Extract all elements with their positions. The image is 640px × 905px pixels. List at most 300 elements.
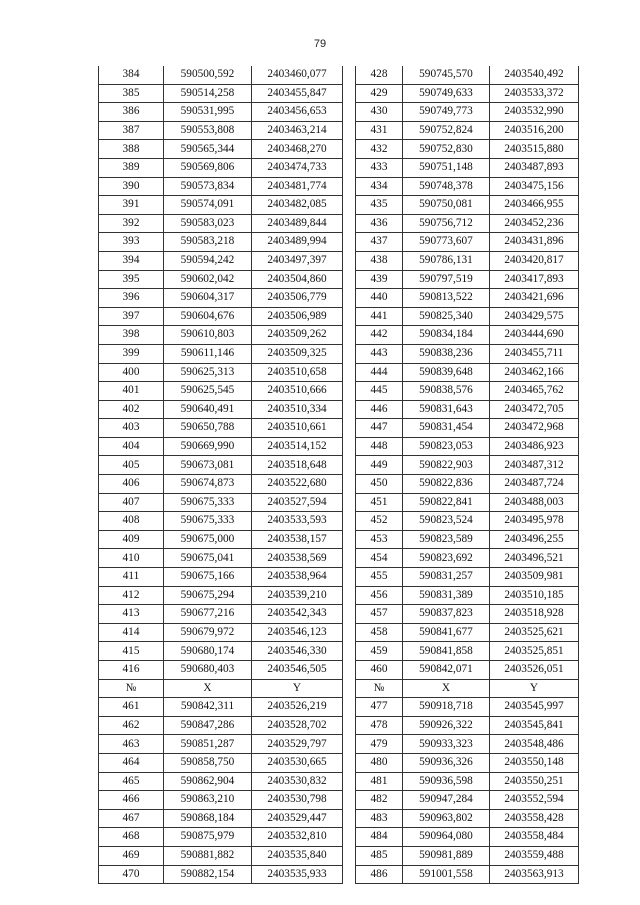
column-gap [343, 549, 356, 568]
point-number-cell: 441 [356, 307, 403, 326]
point-number-cell: 470 [99, 865, 164, 884]
point-number-cell: 436 [356, 214, 403, 233]
table-row [99, 121, 579, 140]
x-coord-cell: 590831,643 [403, 400, 490, 419]
point-number-cell: 433 [356, 158, 403, 177]
point-number-cell: 454 [356, 549, 403, 568]
y-coord-cell: 2403540,492 [490, 66, 579, 84]
table-row [99, 214, 579, 233]
table-row [99, 623, 579, 642]
x-coord-cell: 590823,524 [403, 512, 490, 531]
header-y-coord-cell: Y [490, 679, 579, 698]
y-coord-cell: 2403522,680 [252, 475, 343, 494]
x-coord-cell: 590822,903 [403, 456, 490, 475]
y-coord-cell: 2403526,219 [252, 698, 343, 717]
point-number-cell: 393 [99, 233, 164, 252]
y-coord-cell: 2403545,841 [490, 716, 579, 735]
column-gap [343, 251, 356, 270]
table-row [99, 846, 579, 865]
table-row [99, 177, 579, 196]
point-number-cell: 396 [99, 289, 164, 308]
point-number-cell: 445 [356, 382, 403, 401]
y-coord-cell: 2403533,372 [490, 84, 579, 103]
table-row [99, 251, 579, 270]
column-gap [343, 475, 356, 494]
point-number-cell: 450 [356, 475, 403, 494]
point-number-cell: 387 [99, 121, 164, 140]
y-coord-cell: 2403515,880 [490, 140, 579, 159]
table-row [99, 661, 579, 680]
x-coord-cell: 590675,041 [164, 549, 252, 568]
x-coord-cell: 590823,692 [403, 549, 490, 568]
column-gap [343, 158, 356, 177]
header-x-coord-cell: X [164, 679, 252, 698]
point-number-cell: 395 [99, 270, 164, 289]
table-row [99, 233, 579, 252]
x-coord-cell: 590583,218 [164, 233, 252, 252]
x-coord-cell: 590677,216 [164, 605, 252, 624]
table-row [99, 103, 579, 122]
x-coord-cell: 590838,236 [403, 344, 490, 363]
x-coord-cell: 590650,788 [164, 419, 252, 438]
y-coord-cell: 2403530,832 [252, 772, 343, 791]
column-gap [343, 530, 356, 549]
column-gap [343, 716, 356, 735]
point-number-cell: 429 [356, 84, 403, 103]
column-gap [343, 661, 356, 680]
point-number-cell: 414 [99, 623, 164, 642]
x-coord-cell: 590673,081 [164, 456, 252, 475]
table-row [99, 456, 579, 475]
point-number-cell: 398 [99, 326, 164, 345]
y-coord-cell: 2403532,810 [252, 828, 343, 847]
table-row [99, 716, 579, 735]
y-coord-cell: 2403481,774 [252, 177, 343, 196]
x-coord-cell: 590748,378 [403, 177, 490, 196]
column-gap [343, 623, 356, 642]
column-gap [343, 512, 356, 531]
y-coord-cell: 2403463,214 [252, 121, 343, 140]
y-coord-cell: 2403460,077 [252, 66, 343, 84]
y-coord-cell: 2403528,702 [252, 716, 343, 735]
point-number-cell: 480 [356, 753, 403, 772]
header-point-number-cell: № [356, 679, 403, 698]
y-coord-cell: 2403546,123 [252, 623, 343, 642]
point-number-cell: 467 [99, 809, 164, 828]
y-coord-cell: 2403518,928 [490, 605, 579, 624]
y-coord-cell: 2403563,913 [490, 865, 579, 884]
y-coord-cell: 2403496,255 [490, 530, 579, 549]
point-number-cell: 404 [99, 437, 164, 456]
point-number-cell: 412 [99, 586, 164, 605]
table-row [99, 605, 579, 624]
table-row [99, 530, 579, 549]
point-number-cell: 434 [356, 177, 403, 196]
point-number-cell: 435 [356, 196, 403, 215]
x-coord-cell: 590679,972 [164, 623, 252, 642]
column-gap [343, 437, 356, 456]
point-number-cell: 448 [356, 437, 403, 456]
y-coord-cell: 2403529,447 [252, 809, 343, 828]
header-point-number-cell: № [99, 679, 164, 698]
x-coord-cell: 590756,712 [403, 214, 490, 233]
point-number-cell: 457 [356, 605, 403, 624]
y-coord-cell: 2403489,994 [252, 233, 343, 252]
y-coord-cell: 2403514,152 [252, 437, 343, 456]
y-coord-cell: 2403510,666 [252, 382, 343, 401]
x-coord-cell: 590868,184 [164, 809, 252, 828]
x-coord-cell: 590981,889 [403, 846, 490, 865]
y-coord-cell: 2403487,312 [490, 456, 579, 475]
point-number-cell: 407 [99, 493, 164, 512]
x-coord-cell: 590675,000 [164, 530, 252, 549]
x-coord-cell: 590834,184 [403, 326, 490, 345]
x-coord-cell: 590514,258 [164, 84, 252, 103]
column-gap [343, 140, 356, 159]
column-gap [343, 456, 356, 475]
table-row [99, 382, 579, 401]
y-coord-cell: 2403532,990 [490, 103, 579, 122]
point-number-cell: 399 [99, 344, 164, 363]
table-row [99, 586, 579, 605]
x-coord-cell: 590745,570 [403, 66, 490, 84]
column-gap [343, 698, 356, 717]
x-coord-cell: 590751,148 [403, 158, 490, 177]
column-gap [343, 865, 356, 884]
y-coord-cell: 2403559,488 [490, 846, 579, 865]
y-coord-cell: 2403504,860 [252, 270, 343, 289]
header-row [99, 679, 579, 698]
x-coord-cell: 590842,071 [403, 661, 490, 680]
table-row [99, 809, 579, 828]
column-gap [343, 605, 356, 624]
point-number-cell: 482 [356, 791, 403, 810]
point-number-cell: 384 [99, 66, 164, 84]
y-coord-cell: 2403525,851 [490, 642, 579, 661]
table-row [99, 549, 579, 568]
point-number-cell: 386 [99, 103, 164, 122]
x-coord-cell: 590964,080 [403, 828, 490, 847]
table-row [99, 84, 579, 103]
y-coord-cell: 2403510,334 [252, 400, 343, 419]
point-number-cell: 432 [356, 140, 403, 159]
column-gap [343, 363, 356, 382]
x-coord-cell: 590875,979 [164, 828, 252, 847]
point-number-cell: 443 [356, 344, 403, 363]
table-row [99, 698, 579, 717]
column-gap [343, 809, 356, 828]
y-coord-cell: 2403474,733 [252, 158, 343, 177]
y-coord-cell: 2403455,711 [490, 344, 579, 363]
y-coord-cell: 2403535,840 [252, 846, 343, 865]
x-coord-cell: 590882,154 [164, 865, 252, 884]
x-coord-cell: 590602,042 [164, 270, 252, 289]
point-number-cell: 477 [356, 698, 403, 717]
y-coord-cell: 2403468,270 [252, 140, 343, 159]
x-coord-cell: 590963,802 [403, 809, 490, 828]
column-gap [343, 772, 356, 791]
y-coord-cell: 2403465,762 [490, 382, 579, 401]
column-gap [343, 326, 356, 345]
point-number-cell: 437 [356, 233, 403, 252]
x-coord-cell: 590500,592 [164, 66, 252, 84]
column-gap [343, 344, 356, 363]
column-gap [343, 791, 356, 810]
column-gap [343, 382, 356, 401]
table-row [99, 512, 579, 531]
x-coord-cell: 590825,340 [403, 307, 490, 326]
y-coord-cell: 2403510,658 [252, 363, 343, 382]
y-coord-cell: 2403472,705 [490, 400, 579, 419]
x-coord-cell: 590842,311 [164, 698, 252, 717]
point-number-cell: 459 [356, 642, 403, 661]
x-coord-cell: 590674,873 [164, 475, 252, 494]
point-number-cell: 390 [99, 177, 164, 196]
point-number-cell: 462 [99, 716, 164, 735]
y-coord-cell: 2403489,844 [252, 214, 343, 233]
table-row [99, 568, 579, 587]
point-number-cell: 385 [99, 84, 164, 103]
table-row [99, 196, 579, 215]
column-gap [343, 846, 356, 865]
y-coord-cell: 2403509,981 [490, 568, 579, 587]
x-coord-cell: 590786,131 [403, 251, 490, 270]
y-coord-cell: 2403497,397 [252, 251, 343, 270]
y-coord-cell: 2403509,262 [252, 326, 343, 345]
x-coord-cell: 590918,718 [403, 698, 490, 717]
point-number-cell: 465 [99, 772, 164, 791]
y-coord-cell: 2403472,968 [490, 419, 579, 438]
x-coord-cell: 590947,284 [403, 791, 490, 810]
table-row [99, 140, 579, 159]
y-coord-cell: 2403486,923 [490, 437, 579, 456]
point-number-cell: 408 [99, 512, 164, 531]
x-coord-cell: 590858,750 [164, 753, 252, 772]
point-number-cell: 447 [356, 419, 403, 438]
x-coord-cell: 590531,995 [164, 103, 252, 122]
y-coord-cell: 2403548,486 [490, 735, 579, 754]
column-gap [343, 586, 356, 605]
y-coord-cell: 2403482,085 [252, 196, 343, 215]
y-coord-cell: 2403550,251 [490, 772, 579, 791]
table-row [99, 865, 579, 884]
point-number-cell: 452 [356, 512, 403, 531]
table-row [99, 437, 579, 456]
column-gap [343, 679, 356, 698]
x-coord-cell: 590625,313 [164, 363, 252, 382]
point-number-cell: 440 [356, 289, 403, 308]
x-coord-cell: 590839,648 [403, 363, 490, 382]
y-coord-cell: 2403496,521 [490, 549, 579, 568]
x-coord-cell: 590669,990 [164, 437, 252, 456]
column-gap [343, 753, 356, 772]
table-row [99, 289, 579, 308]
point-number-cell: 406 [99, 475, 164, 494]
x-coord-cell: 590749,633 [403, 84, 490, 103]
column-gap [343, 419, 356, 438]
table-row [99, 66, 579, 84]
point-number-cell: 413 [99, 605, 164, 624]
x-coord-cell: 590752,830 [403, 140, 490, 159]
y-coord-cell: 2403545,997 [490, 698, 579, 717]
point-number-cell: 388 [99, 140, 164, 159]
table-row [99, 753, 579, 772]
coordinates-table [98, 66, 579, 884]
y-coord-cell: 2403546,505 [252, 661, 343, 680]
point-number-cell: 444 [356, 363, 403, 382]
table-row [99, 493, 579, 512]
y-coord-cell: 2403538,157 [252, 530, 343, 549]
point-number-cell: 446 [356, 400, 403, 419]
y-coord-cell: 2403475,156 [490, 177, 579, 196]
table-row [99, 475, 579, 494]
point-number-cell: 463 [99, 735, 164, 754]
x-coord-cell: 590822,836 [403, 475, 490, 494]
table-row [99, 158, 579, 177]
point-number-cell: 409 [99, 530, 164, 549]
x-coord-cell: 590933,323 [403, 735, 490, 754]
x-coord-cell: 590611,146 [164, 344, 252, 363]
point-number-cell: 469 [99, 846, 164, 865]
header-y-coord-cell: Y [252, 679, 343, 698]
column-gap [343, 828, 356, 847]
point-number-cell: 403 [99, 419, 164, 438]
point-number-cell: 468 [99, 828, 164, 847]
y-coord-cell: 2403529,797 [252, 735, 343, 754]
y-coord-cell: 2403506,989 [252, 307, 343, 326]
table-row [99, 642, 579, 661]
x-coord-cell: 590823,589 [403, 530, 490, 549]
column-gap [343, 121, 356, 140]
column-gap [343, 289, 356, 308]
point-number-cell: 456 [356, 586, 403, 605]
table-row [99, 791, 579, 810]
point-number-cell: 410 [99, 549, 164, 568]
y-coord-cell: 2403466,955 [490, 196, 579, 215]
point-number-cell: 464 [99, 753, 164, 772]
x-coord-cell: 590831,454 [403, 419, 490, 438]
column-gap [343, 233, 356, 252]
x-coord-cell: 590640,491 [164, 400, 252, 419]
x-coord-cell: 590750,081 [403, 196, 490, 215]
x-coord-cell: 590813,522 [403, 289, 490, 308]
x-coord-cell: 590838,576 [403, 382, 490, 401]
point-number-cell: 442 [356, 326, 403, 345]
point-number-cell: 479 [356, 735, 403, 754]
column-gap [343, 177, 356, 196]
y-coord-cell: 2403538,964 [252, 568, 343, 587]
point-number-cell: 451 [356, 493, 403, 512]
table-row [99, 307, 579, 326]
y-coord-cell: 2403417,893 [490, 270, 579, 289]
table-row [99, 400, 579, 419]
y-coord-cell: 2403550,148 [490, 753, 579, 772]
y-coord-cell: 2403455,847 [252, 84, 343, 103]
x-coord-cell: 590680,174 [164, 642, 252, 661]
x-coord-cell: 590831,389 [403, 586, 490, 605]
y-coord-cell: 2403538,569 [252, 549, 343, 568]
y-coord-cell: 2403552,594 [490, 791, 579, 810]
y-coord-cell: 2403530,665 [252, 753, 343, 772]
column-gap [343, 214, 356, 233]
y-coord-cell: 2403558,484 [490, 828, 579, 847]
x-coord-cell: 590841,677 [403, 623, 490, 642]
x-coord-cell: 590851,287 [164, 735, 252, 754]
x-coord-cell: 590625,545 [164, 382, 252, 401]
point-number-cell: 438 [356, 251, 403, 270]
point-number-cell: 430 [356, 103, 403, 122]
column-gap [343, 103, 356, 122]
table-row [99, 419, 579, 438]
point-number-cell: 389 [99, 158, 164, 177]
x-coord-cell: 590594,242 [164, 251, 252, 270]
column-gap [343, 642, 356, 661]
point-number-cell: 439 [356, 270, 403, 289]
y-coord-cell: 2403518,648 [252, 456, 343, 475]
x-coord-cell: 590675,333 [164, 493, 252, 512]
point-number-cell: 449 [356, 456, 403, 475]
point-number-cell: 397 [99, 307, 164, 326]
x-coord-cell: 590752,824 [403, 121, 490, 140]
x-coord-cell: 590583,023 [164, 214, 252, 233]
x-coord-cell: 591001,558 [403, 865, 490, 884]
point-number-cell: 478 [356, 716, 403, 735]
x-coord-cell: 590553,808 [164, 121, 252, 140]
y-coord-cell: 2403546,330 [252, 642, 343, 661]
y-coord-cell: 2403488,003 [490, 493, 579, 512]
table-row [99, 270, 579, 289]
point-number-cell: 401 [99, 382, 164, 401]
y-coord-cell: 2403429,575 [490, 307, 579, 326]
y-coord-cell: 2403421,696 [490, 289, 579, 308]
column-gap [343, 493, 356, 512]
point-number-cell: 460 [356, 661, 403, 680]
y-coord-cell: 2403509,325 [252, 344, 343, 363]
column-gap [343, 84, 356, 103]
x-coord-cell: 590675,294 [164, 586, 252, 605]
x-coord-cell: 590604,676 [164, 307, 252, 326]
x-coord-cell: 590797,519 [403, 270, 490, 289]
x-coord-cell: 590573,834 [164, 177, 252, 196]
point-number-cell: 483 [356, 809, 403, 828]
x-coord-cell: 590881,882 [164, 846, 252, 865]
y-coord-cell: 2403444,690 [490, 326, 579, 345]
y-coord-cell: 2403487,724 [490, 475, 579, 494]
x-coord-cell: 590823,053 [403, 437, 490, 456]
x-coord-cell: 590847,286 [164, 716, 252, 735]
point-number-cell: 411 [99, 568, 164, 587]
x-coord-cell: 590675,166 [164, 568, 252, 587]
x-coord-cell: 590862,904 [164, 772, 252, 791]
point-number-cell: 486 [356, 865, 403, 884]
table-row [99, 326, 579, 345]
column-gap [343, 568, 356, 587]
y-coord-cell: 2403530,798 [252, 791, 343, 810]
y-coord-cell: 2403452,236 [490, 214, 579, 233]
y-coord-cell: 2403495,978 [490, 512, 579, 531]
point-number-cell: 431 [356, 121, 403, 140]
column-gap [343, 270, 356, 289]
x-coord-cell: 590565,344 [164, 140, 252, 159]
x-coord-cell: 590936,326 [403, 753, 490, 772]
point-number-cell: 400 [99, 363, 164, 382]
y-coord-cell: 2403533,593 [252, 512, 343, 531]
y-coord-cell: 2403516,200 [490, 121, 579, 140]
y-coord-cell: 2403420,817 [490, 251, 579, 270]
table-row [99, 363, 579, 382]
table-row [99, 828, 579, 847]
point-number-cell: 392 [99, 214, 164, 233]
